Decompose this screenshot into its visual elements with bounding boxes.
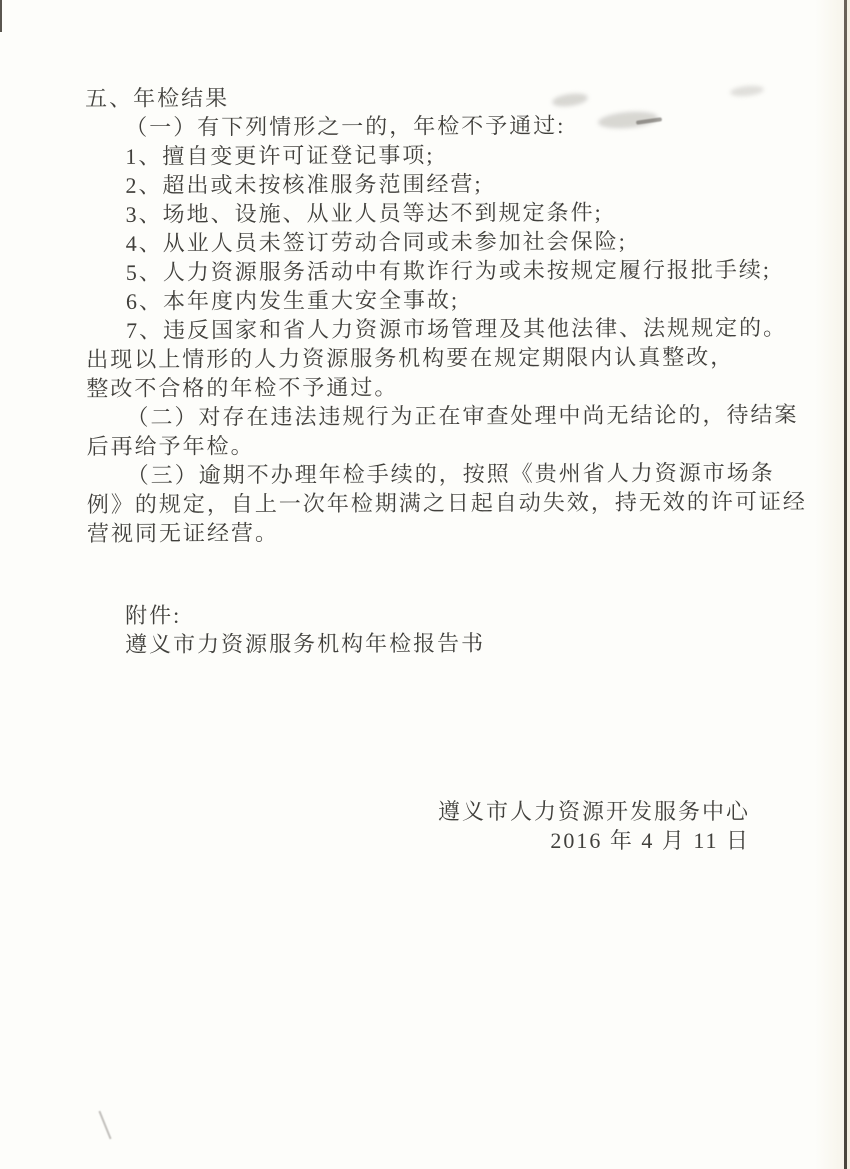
scan-warm-band	[815, 0, 845, 1169]
text-line: 2、超出或未按核准服务范围经营;	[125, 171, 483, 198]
text-line: 例》的规定，自上一次年检期满之日起自动失效，持无效的许可证经	[86, 488, 807, 517]
text-line: 4、从业人员未签订劳动合同或未参加社会保险;	[125, 228, 627, 256]
attachment-section	[85, 600, 485, 659]
text-line: 5、人力资源服务活动中有欺诈行为或未按规定履行报批手续;	[125, 257, 771, 285]
scan-scratch-mark	[98, 1111, 111, 1140]
signature-block	[438, 797, 750, 855]
section-heading: 五、年检结果	[85, 85, 230, 111]
text-line: 7、违反国家和省人力资源市场管理及其他法律、法规规定的。	[126, 314, 788, 343]
text-line: 营视同无证经营。	[86, 520, 280, 546]
text-line: （一）有下列情形之一的，年检不予通过:	[125, 112, 566, 140]
text-line: 后再给予年检。	[86, 433, 255, 459]
attachment-title: 遵义市力资源服务机构年检报告书	[125, 630, 486, 657]
signature-date: 2016 年 4 月 11 日	[550, 828, 750, 853]
text-line: 整改不合格的年检不予通过。	[86, 374, 399, 401]
attachment-label: 附件:	[125, 602, 182, 628]
text-line: （三）逾期不办理年检手续的，按照《贵州省人力资源市场条	[126, 459, 775, 488]
text-line: 3、场地、设施、从业人员等达不到规定条件;	[125, 199, 603, 227]
text-line: （二）对存在违法违规行为正在审查处理中尚无结论的，待结案	[126, 401, 799, 430]
signature-organization: 遵义市人力资源开发服务中心	[437, 799, 750, 824]
text-line: 6、本年度内发生重大安全事故;	[125, 287, 460, 314]
text-line: 出现以上情形的人力资源服务机构要在规定期限内认真整改，	[86, 344, 735, 372]
text-line: 1、擅自变更许可证登记事项;	[125, 142, 435, 169]
document-body	[85, 81, 812, 548]
scan-left-corner-mark	[0, 0, 2, 32]
